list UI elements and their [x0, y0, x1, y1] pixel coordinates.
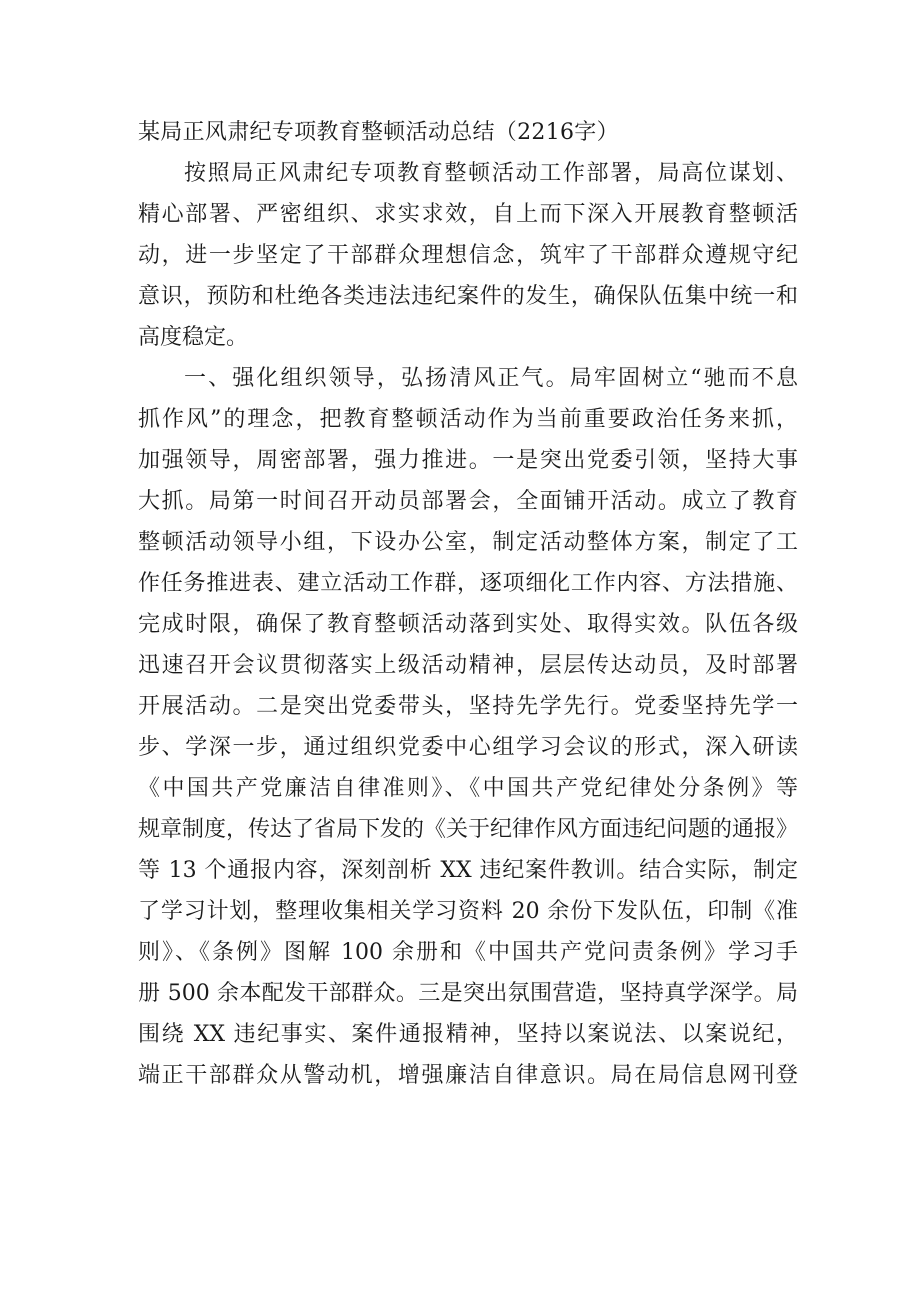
text-line: 围绕 XX 违纪事实、案件通报精神，坚持以案说法、以案说纪， [138, 1022, 798, 1047]
text-line: 端正干部群众从警动机，增强廉洁自律意识。局在局信息网刊登 [138, 1063, 798, 1088]
text-line: 大抓。局第一时间召开动员部署会，全面铺开活动。成立了教育 [138, 489, 798, 514]
text-line: 册 500 余本配发干部群众。三是突出氛围营造，坚持真学深学。局 [138, 981, 798, 1006]
text-line: 等 13 个通报内容，深刻剖析 XX 违纪案件教训。结合实际，制定 [138, 858, 798, 883]
paragraph-intro [138, 153, 798, 358]
text-line: 迅速召开会议贯彻落实上级活动精神，层层传达动员，及时部署 [138, 653, 798, 678]
text-line: 步、学深一步，通过组织党委中心组学习会议的形式，深入研读 [138, 735, 798, 760]
text-line: 《中国共产党廉洁自律准则》、《中国共产党纪律处分条例》等 [138, 776, 798, 801]
text-line: 精心部署、严密组织、求实求效，自上而下深入开展教育整顿活 [138, 202, 798, 227]
text-line: 加强领导，周密部署，强力推进。一是突出党委引领，坚持大事 [138, 448, 798, 473]
text-line: 按照局正风肃纪专项教育整顿活动工作部署，局高位谋划、 [184, 161, 798, 186]
text-line: 一、强化组织领导，弘扬清风正气。局牢固树立“驰而不息 [184, 366, 798, 391]
text-line: 开展活动。二是突出党委带头，坚持先学先行。党委坚持先学一 [138, 694, 798, 719]
document-title: 某局正风肃纪专项教育整顿活动总结（2216字） [138, 120, 619, 145]
text-line: 了学习计划，整理收集相关学习资料 20 余份下发队伍，印制《准 [138, 899, 798, 924]
text-line: 高度稳定。 [138, 325, 249, 350]
text-line: 则》、《条例》图解 100 余册和《中国共产党问责条例》学习手 [138, 940, 798, 965]
text-line: 完成时限，确保了教育整顿活动落到实处、取得实效。队伍各级 [138, 612, 798, 637]
text-line: 抓作风”的理念，把教育整顿活动作为当前重要政治任务来抓， [138, 407, 798, 432]
document-page [138, 112, 798, 1096]
text-line: 规章制度，传达了省局下发的《关于纪律作风方面违纪问题的通报》 [138, 817, 799, 842]
text-line: 动，进一步坚定了干部群众理想信念，筑牢了干部群众遵规守纪 [138, 243, 798, 268]
text-line: 作任务推进表、建立活动工作群，逐项细化工作内容、方法措施、 [138, 571, 798, 596]
text-line: 整顿活动领导小组，下设办公室，制定活动整体方案，制定了工 [138, 530, 798, 555]
text-line: 意识，预防和杜绝各类违法违纪案件的发生，确保队伍集中统一和 [138, 284, 798, 309]
paragraph-section-one [138, 358, 798, 1096]
